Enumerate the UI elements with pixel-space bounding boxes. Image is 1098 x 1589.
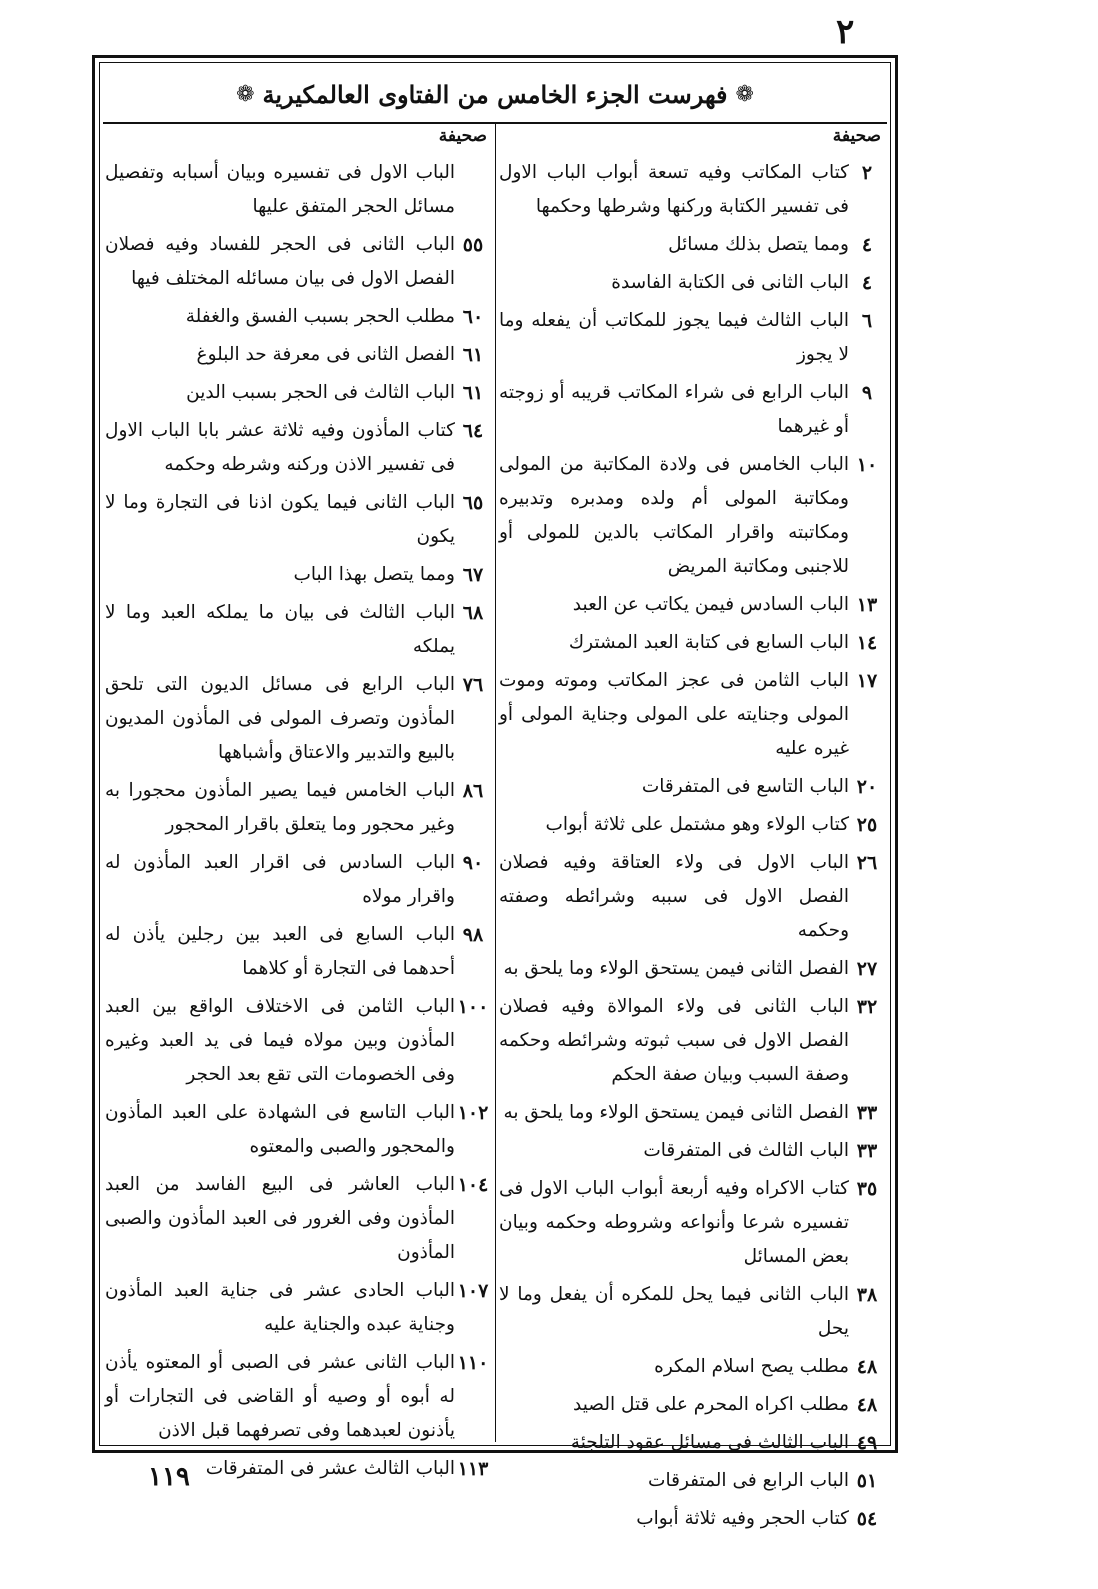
entry-page-number: ٦: [861, 310, 873, 332]
entry-title: مطلب اكراه المحرم على قتل الصيد: [573, 1394, 849, 1415]
entry-page-number: ٢٥: [856, 814, 878, 836]
index-entry: [105, 1168, 491, 1270]
entry-title: الباب الثامن فى عجز المكاتب وموته وموت المولى وجنايته على المولى وجناية المولى أو غيره عليه: [499, 670, 849, 759]
entry-page-number: ١٠٤: [457, 1174, 489, 1196]
index-entry: [105, 300, 491, 334]
title-banner: [103, 66, 887, 124]
entry-page-number: ٦٤: [462, 420, 484, 442]
entry-title: الباب الثانى فيما يكون اذنا فى التجارة وما لا يكون: [105, 492, 455, 547]
index-entry: [499, 1350, 885, 1384]
index-entry: [499, 990, 885, 1092]
entry-title: الفصل الثانى فيمن يستحق الولاء وما يلحق به: [503, 958, 849, 979]
entry-title: الباب الخامس فيما يصير المأذون محجورا به وغير محجور وما يتعلق باقرار المحجور: [105, 780, 455, 835]
entry-page-number: ٦١: [462, 344, 484, 366]
entry-page-number: ٢: [861, 162, 873, 184]
entry-page-number: ٧٦: [462, 674, 484, 696]
entry-title: الباب الثالث عشر فى المتفرقات: [205, 1458, 455, 1479]
page-number-bottom: ١١٩: [148, 1462, 190, 1492]
index-entry: [499, 1096, 885, 1130]
entry-page-number: ٣٥: [856, 1178, 878, 1200]
index-entry: [105, 338, 491, 372]
entry-title: الباب الثانى فيما يحل للمكره أن يفعل وما لا يحل: [499, 1284, 849, 1339]
index-entry: [105, 918, 491, 986]
index-entry: [499, 228, 885, 262]
index-entry: [105, 156, 491, 224]
index-entry: [499, 376, 885, 444]
index-entry: [105, 990, 491, 1092]
entry-page-number: ٦١: [462, 382, 484, 404]
entry-page-number: ٤٩: [856, 1432, 878, 1454]
entry-page-number: ٥٥: [462, 234, 484, 256]
page-number-top: ٢: [836, 12, 855, 52]
index-entry: [499, 770, 885, 804]
entry-title: مطلب الحجر بسبب الفسق والغفلة: [185, 306, 455, 327]
index-entry: [105, 1096, 491, 1164]
entry-page-number: ١٠٢: [457, 1102, 489, 1124]
entry-page-number: ٢٠: [856, 776, 878, 798]
entry-page-number: ١١٣: [457, 1458, 489, 1480]
index-entry: [105, 228, 491, 296]
entry-title: الفصل الثانى فيمن يستحق الولاء وما يلحق به: [503, 1102, 849, 1123]
entry-title: الفصل الثانى فى معرفة حد البلوغ: [196, 344, 455, 365]
index-entry: [499, 1278, 885, 1346]
index-entry: [499, 1502, 885, 1536]
column-heading-right: صحيفة: [832, 126, 881, 146]
entry-title: كتاب الحجر وفيه ثلاثة أبواب: [636, 1508, 849, 1529]
entry-page-number: ٣٨: [856, 1284, 878, 1306]
column-divider: [495, 122, 496, 1442]
entry-page-number: ٨٦: [462, 780, 484, 802]
entry-page-number: ٤٨: [856, 1356, 878, 1378]
entry-title: الباب الاول فى تفسيره وبيان أسبابه وتفصيل مسائل الحجر المتفق عليها: [105, 162, 455, 217]
index-entry: [499, 664, 885, 766]
index-entry: [499, 1426, 885, 1460]
entry-title: الباب الرابع فى مسائل الديون التى تلحق المأذون وتصرف المولى فى المأذون المديون بالبيع والتدبير والاعتاق وأشباهها: [105, 674, 455, 763]
index-entry: [499, 156, 885, 224]
entry-page-number: ٤: [861, 272, 873, 294]
entry-title: الباب الحادى عشر فى جناية العبد المأذون وجناية عبده والجناية عليه: [105, 1280, 455, 1335]
index-entry: [105, 1346, 491, 1448]
entry-title: كتاب المكاتب وفيه تسعة أبواب الباب الاول فى تفسير الكتابة وركنها وشرطها وحكمها: [499, 162, 849, 217]
entry-page-number: ٦٨: [462, 602, 484, 624]
index-entry: [499, 266, 885, 300]
entry-title: الباب السادس فيمن يكاتب عن العبد: [572, 594, 849, 615]
entry-title: الباب التاسع فى المتفرقات: [641, 776, 849, 797]
entry-page-number: ١١٠: [457, 1352, 489, 1374]
index-entry: [499, 1134, 885, 1168]
index-entry: [499, 1388, 885, 1422]
index-entry: [499, 588, 885, 622]
page-title: فهرست الجزء الخامس من الفتاوى العالمكيرية: [262, 79, 728, 109]
entry-title: الباب الثانى فى الحجر للفساد وفيه فصلان الفصل الاول فى بيان مسائله المختلف فيها: [105, 234, 455, 289]
index-entry: [499, 808, 885, 842]
entry-page-number: ١٧: [856, 670, 878, 692]
index-entry: [499, 1172, 885, 1274]
entry-page-number: ٦٧: [462, 564, 484, 586]
entry-page-number: ١٤: [856, 632, 878, 654]
index-entry: [105, 846, 491, 914]
entry-page-number: ١٠٧: [457, 1280, 489, 1302]
entry-title: الباب الثالث فى بيان ما يملكه العبد وما لا يملكه: [105, 602, 455, 657]
entry-page-number: ٤٨: [856, 1394, 878, 1416]
entry-title: الباب التاسع فى الشهادة على العبد المأذون والمحجور والصبى والمعتوه: [105, 1102, 455, 1157]
entry-title: الباب الثالث فى الحجر بسبب الدين: [186, 382, 455, 403]
index-entry: [105, 668, 491, 770]
ornament-right-icon: ❁: [236, 81, 255, 107]
column-heading-left: صحيفة: [438, 126, 487, 146]
entry-title: الباب الثامن فى الاختلاف الواقع بين العبد المأذون وبين مولاه فيما فى يد العبد وغيره وفى الخصومات التى تقع بعد الحجر: [105, 996, 455, 1085]
index-entry: [499, 846, 885, 948]
entry-title: الباب الاول فى ولاء العتاقة وفيه فصلان الفصل الاول فى سببه وشرائطه وصفته وحكمه: [499, 852, 849, 941]
entry-page-number: ٩: [861, 382, 873, 404]
index-entry: [499, 952, 885, 986]
entry-page-number: ٥٤: [856, 1508, 878, 1530]
entry-title: الباب الثانى فى الكتابة الفاسدة: [611, 272, 849, 293]
ornament-left-icon: ❁: [735, 81, 754, 107]
entry-page-number: ٢٦: [856, 852, 878, 874]
entry-page-number: ١٠: [856, 454, 878, 476]
entry-page-number: ٤: [861, 234, 873, 256]
entry-title: ومما يتصل بذلك مسائل: [668, 234, 849, 255]
entry-title: مطلب يصح اسلام المكره: [654, 1356, 849, 1377]
entry-page-number: ٣٣: [856, 1102, 878, 1124]
index-entry: [105, 774, 491, 842]
entry-title: الباب الثانى فى ولاء الموالاة وفيه فصلان الفصل الاول فى سبب ثبوته وشرائطه وحكمه وصفة السبب وبيان صفة الحكم: [499, 996, 849, 1085]
index-entry: [499, 448, 885, 584]
entry-page-number: ٦٥: [462, 492, 484, 514]
index-entry: [499, 304, 885, 372]
index-column-right: [499, 126, 885, 1530]
entry-title: كتاب الولاء وهو مشتمل على ثلاثة أبواب: [545, 814, 849, 835]
entry-title: الباب السابع فى العبد بين رجلين يأذن له أحدهما فى التجارة أو كلاهما: [105, 924, 455, 979]
entry-page-number: ٦٠: [462, 306, 484, 328]
entry-page-number: ٩٨: [462, 924, 484, 946]
entry-title: الباب العاشر فى البيع الفاسد من العبد المأذون وفى الغرور فى العبد المأذون والصبى المأذون: [105, 1174, 455, 1263]
entry-title: الباب السادس فى اقرار العبد المأذون له واقرار مولاه: [105, 852, 455, 907]
entry-page-number: ١٠٠: [457, 996, 489, 1018]
entry-title: الباب الثالث فى مسائل عقود التلجئة: [570, 1432, 849, 1453]
index-entry: [499, 1464, 885, 1498]
index-entry: [105, 414, 491, 482]
index-entry: [105, 596, 491, 664]
entry-page-number: ٢٧: [856, 958, 878, 980]
entry-page-number: ٥١: [856, 1470, 878, 1492]
index-entry: [499, 626, 885, 660]
entry-page-number: ٣٢: [856, 996, 878, 1018]
entry-title: الباب الثالث فيما يجوز للمكاتب أن يفعله وما لا يجوز: [499, 310, 849, 365]
entry-title: الباب الثانى عشر فى الصبى أو المعتوه يأذن له أبوه أو وصيه أو القاضى فى التجارات أو يأذنون لعبدهما وفى تصرفهما قبل الاذن: [105, 1352, 455, 1441]
entry-title: الباب الرابع فى المتفرقات: [648, 1470, 849, 1491]
index-entry: [105, 1274, 491, 1342]
entry-title: الباب السابع فى كتابة العبد المشترك: [568, 632, 849, 653]
entry-title: كتاب المأذون وفيه ثلاثة عشر بابا الباب الاول فى تفسير الاذن وركنه وشرطه وحكمه: [105, 420, 455, 475]
entry-title: الباب الخامس فى ولادة المكاتبة من المولى ومكاتبة المولى أم ولده ومدبره وتدبيره ومكاتبته واقرار المكاتب بالدين للمولى أو للاجنبى ومكاتبة المريض: [499, 454, 849, 577]
entry-page-number: ٩٠: [462, 852, 484, 874]
index-entry: [105, 486, 491, 554]
entry-title: الباب الثالث فى المتفرقات: [643, 1140, 849, 1161]
entry-page-number: ١٣: [856, 594, 878, 616]
entry-page-number: ٣٣: [856, 1140, 878, 1162]
index-entry: [105, 558, 491, 592]
entry-title: كتاب الاكراه وفيه أربعة أبواب الباب الاول فى تفسيره شرعا وأنواعه وشروطه وحكمه وبيان بعض المسائل: [499, 1178, 849, 1267]
index-entry: [105, 376, 491, 410]
entry-title: ومما يتصل بهذا الباب: [293, 564, 455, 585]
entry-title: الباب الرابع فى شراء المكاتب قريبه أو زوجته أو غيرهما: [499, 382, 849, 437]
